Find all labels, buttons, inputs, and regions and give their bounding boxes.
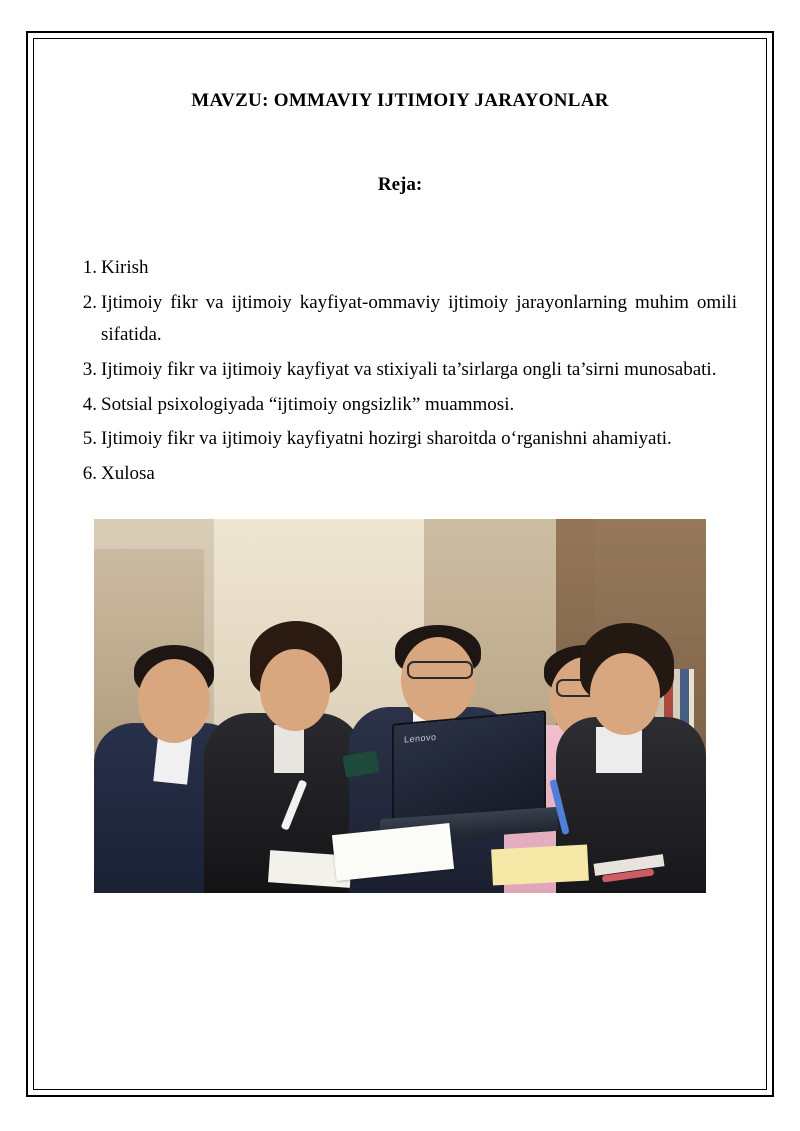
plan-list <box>63 196 737 491</box>
laptop-brand-label: Lenovo <box>404 731 437 745</box>
plan-heading: Reja: <box>377 174 423 195</box>
list-item <box>63 354 737 387</box>
list-item <box>63 389 737 422</box>
list-item <box>63 458 737 491</box>
list-item <box>63 287 737 352</box>
students-group-photo <box>94 519 706 893</box>
document-figure <box>63 519 737 893</box>
list-item-text: Sotsial psixologiyada “ijtimoiy ongsizlik” muammosi. <box>101 393 515 415</box>
page-title: MAVZU: OMMAVIY IJTIMOIY JARAYONLAR <box>191 90 609 111</box>
list-item-text: Ijtimoiy fikr va ijtimoiy kayfiyatni hozirgi sharoitda o‘rganishni ahamiyati. <box>101 428 672 450</box>
list-item-number: 1. <box>82 257 97 278</box>
list-item-text: Ijtimoiy fikr va ijtimoiy kayfiyat va stixiyali ta’sirlarga ongli ta’sirni munosabati. <box>101 359 717 381</box>
list-item-number: 6. <box>82 463 97 485</box>
list-item <box>63 423 737 456</box>
list-item-number: 5. <box>82 428 97 450</box>
photo-laptop <box>392 710 546 823</box>
list-item-text: Kirish <box>101 257 149 278</box>
list-item <box>63 252 737 285</box>
list-item-number: 3. <box>82 359 97 381</box>
list-item-text: Ijtimoiy fikr va ijtimoiy kayfiyat-ommaviy ijtimoiy jarayonlarning muhim omili sifatida. <box>101 291 737 346</box>
photo-yellow-notebook <box>491 844 589 885</box>
list-item-number: 4. <box>82 393 97 415</box>
list-item-number: 2. <box>82 291 97 313</box>
document-content <box>63 90 737 1071</box>
list-item-text: Xulosa <box>101 463 155 485</box>
